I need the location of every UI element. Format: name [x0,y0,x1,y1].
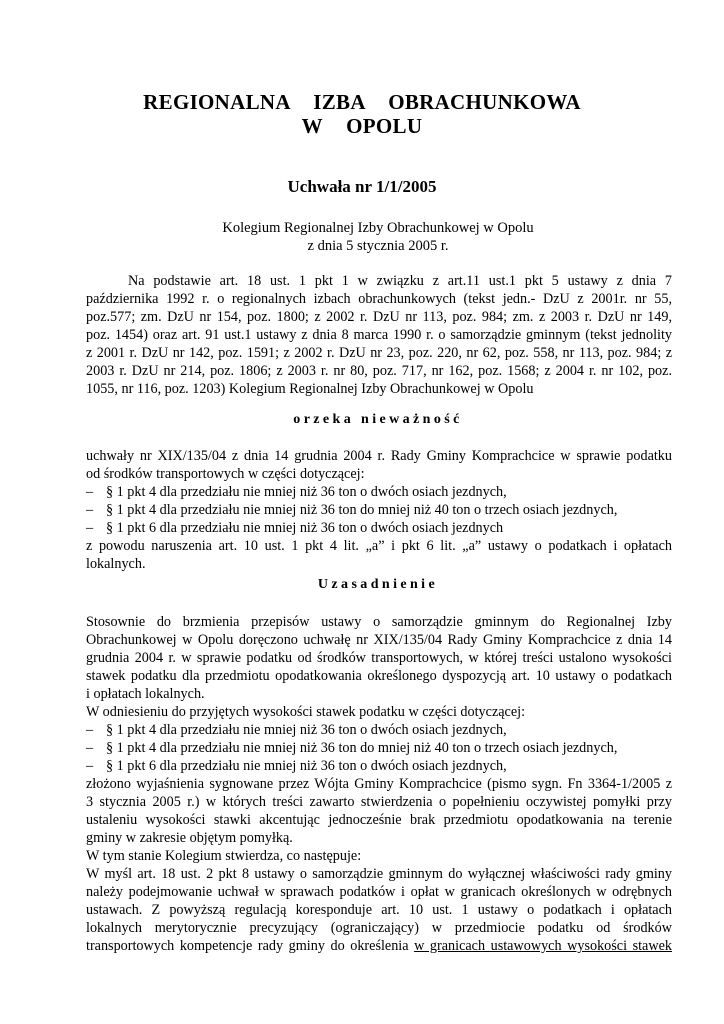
justification-line: ustawach. Z powyższą regulacją koresponduje art. 10 ust. 1 ustawy o podatkach i opłatach [86,902,672,918]
justification-line: W myśl art. 18 ust. 2 pkt 8 ustawy o samorządzie gminnym do wyłącznej właściwości rady gminy [86,866,672,882]
justification-line: i opłatach lokalnych. [86,686,205,702]
justification-line: Obrachunkowej w Opolu doręczono uchwałę nr XIX/135/04 Rady Gminy Komprachcice z dnia 14 [86,632,672,648]
institution-name: REGIONALNA IZBA OBRACHUNKOWA [143,90,581,114]
justification-line: W tym stanie Kolegium stwierdza, co następuje: [86,848,362,864]
list-item: – § 1 pkt 4 dla przedziału nie mniej niż 36 ton o dwóch osiach jezdnych, [86,484,507,500]
preamble-line: z 2001 r. DzU nr 142, poz. 1591; z 2002 r. DzU nr 23, poz. 220, nr 62, poz. 558, nr 113, poz. 984; z [86,345,672,361]
decision-line: uchwały nr XIX/135/04 z dnia 14 grudnia 2004 r. Rady Gminy Komprachcice w sprawie podatku [86,448,672,464]
justification-line: złożono wyjaśnienia sygnowane przez Wójta Gminy Komprachcice (pismo sygn. Fn 3364-1/2005 z [86,776,672,792]
decision-line: z powodu naruszenia art. 10 ust. 1 pkt 4 lit. „a” i pkt 6 lit. „a” ustawy o podatkach i opłatach [86,538,672,554]
list-item: – § 1 pkt 4 dla przedziału nie mniej niż 36 ton o dwóch osiach jezdnych, [86,722,507,738]
preamble-line: października 1992 r. o regionalnych izbach obrachunkowych (tekst jedn.- DzU z 2001r. nr 55, [86,291,672,307]
justification-line: Stosownie do brzmienia przepisów ustawy o samorządzie gminnym do Regionalnej Izby [86,614,672,630]
justification-line: lokalnych merytorycznie precyzujący (ograniczający) w przedmiocie podatku od środków [86,920,672,936]
decision-label: orzeka nieważność [293,412,463,427]
justification-line: należy podejmowanie uchwał w sprawach podatków i opłat w granicach określonych w odrębnych [86,884,672,900]
list-item: – § 1 pkt 6 dla przedziału nie mniej niż 36 ton o dwóch osiach jezdnych, [86,758,507,774]
justification-line: transportowych kompetencje rady gminy do określenia w granicach ustawowych wysokości stawek [86,938,672,954]
justification-line: grudnia 2004 r. w sprawie podatku od środków transportowych, w której treści ustalono wysokości [86,650,672,666]
resolution-title: Uchwała nr 1/1/2005 [287,177,437,196]
list-item: – § 1 pkt 4 dla przedziału nie mniej niż 36 ton do mniej niż 40 ton o trzech osiach jezdnych, [86,502,618,518]
preamble-line: poz. 1454) oraz art. 91 ust.1 ustawy z dnia 8 marca 1990 r. o samorządzie gminnym (tekst jednolity [86,327,672,343]
preamble-line: 1055, nr 116, poz. 1203) Kolegium Regionalnej Izby Obrachunkowej w Opolu [86,381,534,397]
justification-line: gminy w zakresie objętym pomyłką. [86,830,293,846]
resolution-issuer: Kolegium Regionalnej Izby Obrachunkowej w Opolu [222,220,534,236]
list-item: – § 1 pkt 6 dla przedziału nie mniej niż 36 ton o dwóch osiach jezdnych [86,520,504,536]
institution-city: W OPOLU [301,114,423,138]
justification-line: stawek podatku dla przedmiotu opodatkowania określonego dyspozycją art. 10 ustawy o podatkach [86,668,672,684]
decision-line: od środków transportowych w części dotyczącej: [86,466,365,482]
decision-body [86,447,672,573]
justification-line: W odniesieniu do przyjętych wysokości stawek podatku w części dotyczącej: [86,704,526,720]
preamble-line: poz.577; zm. DzU nr 154, poz. 1800; z 2002 r. DzU nr 113, poz. 984; zm. z 2003 r. DzU nr 149, [86,309,672,325]
preamble-line: 2003 r. DzU nr 214, poz. 1806; z 2003 r. nr 80, poz. 717, nr 162, poz. 1568; z 2004 r. nr 102, poz. [86,363,672,379]
justification-body [86,613,672,955]
justification-line: 3 stycznia 2005 r.) w których treści zawarto stwierdzenia o popełnieniu oczywistej pomyłki przy [86,794,672,810]
decision-line: lokalnych. [86,556,146,572]
justification-line: ustaleniu wysokości stawki akcentując jednocześnie brak przedmiotu opodatkowania na terenie [86,812,672,828]
justification-label: Uzasadnienie [317,577,439,592]
list-item: – § 1 pkt 4 dla przedziału nie mniej niż 36 ton do mniej niż 40 ton o trzech osiach jezdnych, [86,740,618,756]
preamble-line: Na podstawie art. 18 ust. 1 pkt 1 w związku z art.11 ust.1 pkt 5 ustawy z dnia 7 [128,273,672,289]
underlined-phrase: w granicach ustawowych wysokości stawek [414,938,672,954]
preamble [86,272,672,398]
resolution-date: z dnia 5 stycznia 2005 r. [307,238,449,254]
